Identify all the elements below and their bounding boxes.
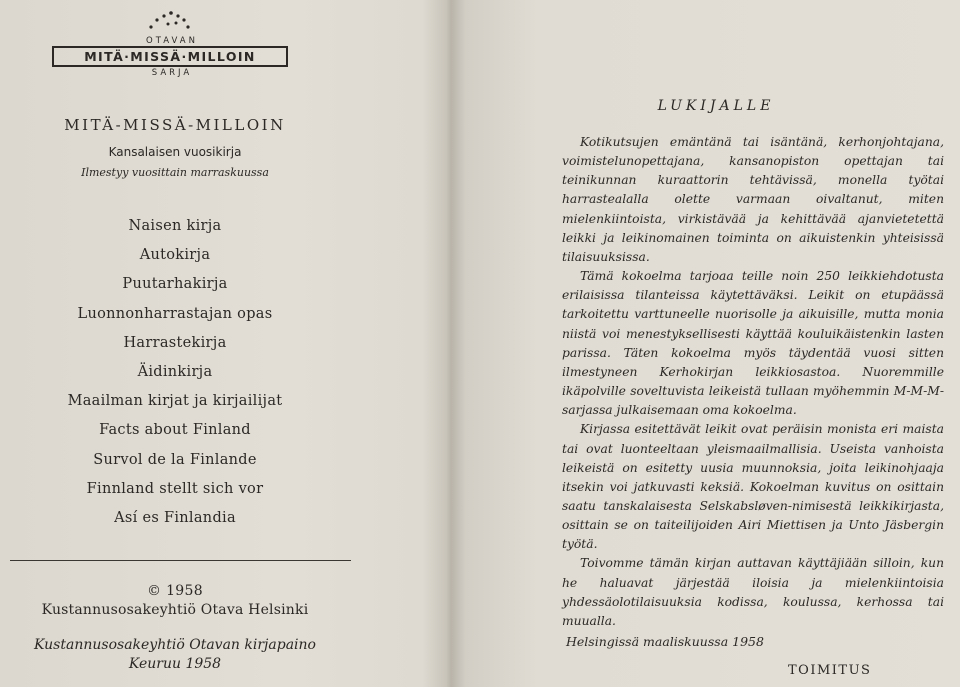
publisher-name: Kustannusosakeyhtiö Otava Helsinki [41,602,309,618]
printer-line: Kustannusosakeyhtiö Otavan kirjapaino [34,637,316,653]
foreword-paragraph: Tämä kokoelma tarjoaa teille noin 250 leikkiehdotusta erilaisissa tilanteissa käytettäväksi. Leikit on etupäässä tarkoitettu varttuneelle nuorisolle ja aikuisille, mutta monia niistä voi menestyksellisesti käyttää kouluikäistenkin lasten parissa. Täten kokoelma myös täydentää vuosi sitten ilmestyneen Kerhokirjan leikkiosastoa. Nuoremmille ikäpolville soveltuvista leikeistä tullaan myöhemmin M-M-M-sarjassa julkaisemaan oma kokoelma. [562,269,944,418]
page-heading: LUKIJALLE [657,98,775,114]
foreword-paragraph: Kirjassa esitettävät leikit ovat peräisin monista eri maista tai ovat luonteeltaan yleismaailmallisia. Useista vanhoista leikeistä on esitetty uusia muunnoksia, joita leikinohjaaja itsekin voi jatkuvasti keksiä. Kokoelman kuvitus on osittain saatu tanskalaisesta Selskabsløven-nimisestä leikkikirjasta, osittain se on taiteilijoiden Airi Miettisen ja Unto Jäsbergin työtä. [562,422,944,552]
copyright-notice: © 1958 [147,583,203,599]
signature: TOIMITUS [788,663,872,678]
logo-main-text: MITÄ·MISSÄ·MILLOIN [84,49,256,64]
printer-line: Keuruu 1958 [128,656,222,672]
book-list-item: Puutarhakirja [122,276,228,293]
left-page [0,0,448,687]
divider-line [10,560,351,561]
publisher-logo [50,8,294,78]
logo-top-text: OTAVAN [146,36,198,46]
series-subtitle: Kansalaisen vuosikirja [108,145,242,159]
book-list-item: Facts about Finland [99,422,251,439]
book-list-item: Naisen kirja [128,218,222,234]
book-list-item: Luonnonharrastajan opas [77,305,273,322]
series-subnote: Ilmestyy vuosittain marraskuussa [81,166,269,179]
right-page [452,0,960,687]
foreword-text [562,133,944,631]
printer-info [0,636,350,674]
foreword-paragraph: Kotikutsujen emäntänä tai isäntänä, kerhonjohtajana, voimistelunopettajana, kansanopiston opettajan tai teinikunnan kuraattorin tehtävissä, monella työtai harrastealalla olette varmaan oivaltanut, miten mielenkiintoista, virkistävää ja kehittävää ajanvietetettä leikki ja leikinomainen toiminta on aikuistenkin yhteisissä tilaisuuksissa. [562,135,944,264]
book-list-item: Maailman kirjat ja kirjailijat [67,393,283,410]
stars-icon [50,8,294,38]
book-list [0,213,350,534]
logo-bottom-text: SARJA [151,68,193,78]
book-list-item: Survol de la Finlande [93,451,257,468]
place-date: Helsingissä maaliskuussa 1958 [566,634,764,649]
book-list-item: Harrastekirja [123,334,227,351]
book-list-item: Autokirja [139,247,211,264]
series-title: MITÄ-MISSÄ-MILLOIN [64,116,286,134]
logo-box [52,46,288,67]
book-list-item: Así es Finlandia [114,509,236,526]
book-list-item: Äidinkirja [137,363,213,380]
book-list-item: Finnland stellt sich vor [86,480,264,497]
foreword-paragraph: Toivomme tämän kirjan auttavan käyttäjiään silloin, kun he haluavat järjestää iloisia ja mielenkiintoisia yhdessäolotilaisuuksia kodissa, koulussa, kerhossa tai muualla. [562,556,944,628]
